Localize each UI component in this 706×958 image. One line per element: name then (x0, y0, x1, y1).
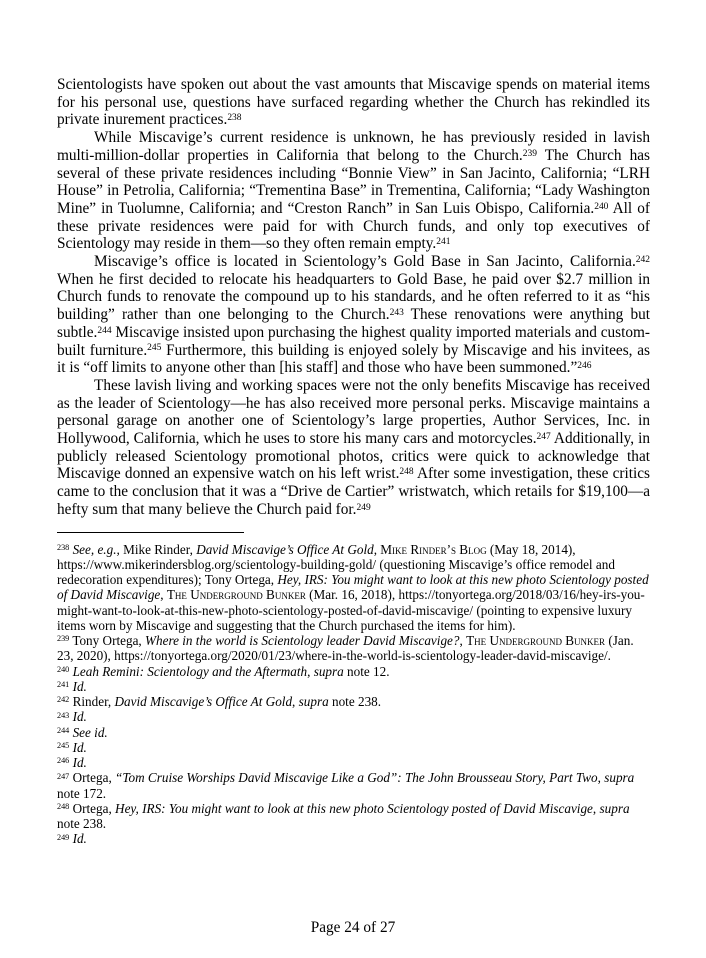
footnote-ref: 239 (522, 148, 537, 159)
footnote-number: 246 (57, 756, 70, 766)
text-segment: (Jan. 23, 2020), https://tonyortega.org/2020/01/23/where-in-the-world-is-scientology-leader-david-miscavige/. (57, 633, 634, 664)
text-segment: Additionally, in publicly released Scientology promotional photos, critics were quick to acknowledge that Miscavige donned an expensive watch on his left wrist. (57, 430, 650, 483)
text-segment: , (292, 694, 299, 710)
text-segment: , (307, 663, 314, 679)
footnote (57, 725, 650, 740)
footnote (57, 679, 650, 694)
text-segment: While Miscavige’s current residence is unknown, he has previously resided in lavish multi-million-dollar properties in California that belong to the Church. (57, 129, 650, 164)
text-segment: , (459, 633, 467, 649)
text-segment: supra (604, 770, 635, 786)
footnote-number: 238 (57, 542, 70, 552)
footnote-number: 242 (57, 695, 70, 705)
footnote-number: 248 (57, 802, 70, 812)
text-segment: See, e.g., (72, 541, 120, 557)
text-segment: Hey, IRS: You might want to look at this new photo Scientology posted of David Miscavige (57, 572, 649, 603)
body-paragraph (57, 129, 650, 253)
text-segment: Id. (72, 755, 87, 771)
footnote-ref: 247 (536, 431, 551, 442)
footnote-number: 244 (57, 725, 70, 735)
body-paragraph (57, 253, 650, 377)
text-segment: (Mar. 16, 2018), https://tonyortega.org/2018/03/16/hey-irs-you-might-want-to-look-at-this-new-photo-scientology-posted-of-david-miscavige/ (pointing to expensive luxury items worn by Miscavige and suggesting that the Church purchased the items for him). (57, 587, 645, 633)
text-segment: note 172. (57, 785, 107, 801)
footnote-ref: 243 (389, 307, 404, 318)
footnote-number: 243 (57, 710, 70, 720)
text-segment: All of these private residences were paid for with Church funds, and only top executives of Scientology may reside in them—so they often remain empty. (57, 199, 651, 253)
text-segment: , (597, 770, 605, 786)
footnote-ref: 244 (97, 325, 112, 336)
footnotes (57, 542, 650, 847)
text-segment: David Miscavige’s Office At Gold (196, 541, 374, 557)
footnote (57, 542, 650, 634)
text-segment: Hey, IRS: You might want to look at this new photo Scientology posted of David Miscavige (115, 800, 593, 816)
text-segment: David Miscavige’s Office At Gold (114, 694, 293, 710)
text-segment: Mike Rinder, (119, 541, 197, 557)
footnote-ref: 248 (399, 467, 414, 478)
footnote-ref: 245 (147, 343, 162, 354)
footnote-number: 247 (57, 771, 70, 781)
footnote-number: 239 (57, 634, 70, 644)
footnote (57, 755, 650, 770)
footnote (57, 740, 650, 755)
footnote-ref: 249 (356, 502, 371, 513)
footnote (57, 770, 650, 801)
text-segment: Id. (72, 709, 87, 725)
text-segment: (May 18, 2014), https://www.mikerindersblog.org/scientology-building-gold/ (questioning Miscavige’s office remodel and redecoration expenditures); Tony Ortega, (57, 541, 615, 588)
footnote-separator (57, 532, 244, 533)
footnote-number: 245 (57, 741, 70, 751)
text-segment: Rinder, (72, 694, 115, 710)
footnote-number: 240 (57, 664, 70, 674)
footnote-ref: 242 (635, 254, 650, 265)
footnote (57, 801, 650, 832)
footnote (57, 664, 650, 679)
text-segment: Id. (72, 831, 87, 847)
text-segment: supra (599, 800, 630, 816)
text-segment: The Underground Bunker (166, 587, 306, 603)
text-segment: See id. (72, 724, 108, 740)
footnote-number: 241 (57, 680, 70, 690)
text-segment: Mike Rinder’s Blog (380, 541, 487, 557)
footnote-ref: 246 (577, 360, 592, 371)
body-paragraph (57, 76, 650, 129)
text-segment: When he first decided to relocate his headquarters to Gold Base, he paid over $2.7 million in Church funds to renovate the compound up to his standards, and he often referred to it as “his building” rather than one belonging to the Church. (57, 270, 650, 324)
text-segment: The Church has several of these private residences including “Bonnie View” in San Jacinto, California; “LRH House” in Petrolia, California; “Trementina Base” in Trementina, California; “Lady Washington Mine” in Tuolumne, California; and “Creston Ranch” in San Luis Obispo, California. (57, 146, 650, 217)
text-segment: Miscavige’s office is located in Scientology’s Gold Base in San Jacinto, California. (94, 253, 636, 271)
text-segment: , (160, 587, 167, 603)
page-content (57, 76, 650, 847)
text-segment: supra (313, 663, 344, 679)
text-segment: Furthermore, this building is enjoyed solely by Miscavige and his invitees, as it is “off limits to anyone other than [his staff] and those who have been summoned.” (57, 341, 650, 377)
text-segment: Tony Ortega, (72, 633, 146, 649)
text-segment: note 238. (57, 816, 107, 832)
footnote-ref: 240 (594, 201, 609, 212)
footnote (57, 831, 650, 846)
text-segment: These lavish living and working spaces were not the only benefits Miscavige has received as the leader of Scientology—he has also received more personal perks. Miscavige maintains a personal garage on another one of Scientology’s large properties, Author Services, Inc. in Hollywood, California, which he uses to store his many cars and motorcycles. (57, 376, 650, 448)
text-segment: Scientologists have spoken out about the vast amounts that Miscavige spends on material items for his personal use, questions have surfaced regarding whether the Church has rekindled its private inurement practices. (57, 76, 650, 129)
text-segment: Ortega, (72, 800, 116, 816)
text-segment: The Underground Bunker (466, 633, 606, 649)
footnote (57, 709, 650, 724)
text-segment: Miscavige insisted upon purchasing the highest quality imported materials and custom-built furniture. (57, 323, 650, 359)
footnote-ref: 241 (436, 237, 451, 248)
text-segment: Ortega, (72, 770, 116, 786)
text-segment: Where in the world is Scientology leader David Miscavige? (145, 633, 460, 649)
text-segment: note 238. (328, 694, 382, 710)
text-segment: , (373, 541, 381, 557)
footnote-ref: 238 (227, 113, 242, 124)
footnote (57, 633, 650, 664)
footnote-number: 249 (57, 832, 70, 842)
text-segment: Leah Remini: Scientology and the Aftermath (72, 663, 308, 679)
text-segment: These renovations were anything but subtle. (57, 306, 650, 341)
body-paragraph (57, 377, 650, 519)
text-segment: After some investigation, these critics came to the conclusion that it was a “Drive de Cartier” wristwatch, which retails for $19,100—a hefty sum that many believe the Church paid for. (57, 465, 650, 518)
text-segment: “Tom Cruise Worships David Miscavige Like a God”: The John Brousseau Story, Part Two (115, 770, 598, 786)
footnote (57, 694, 650, 709)
text-segment: Id. (72, 739, 87, 755)
page-number: Page 24 of 27 (310, 919, 396, 936)
text-segment: , (592, 800, 600, 816)
text-segment: supra (298, 694, 329, 710)
text-segment: Id. (72, 678, 87, 694)
text-segment: note 12. (343, 663, 390, 679)
body-text (57, 76, 650, 519)
